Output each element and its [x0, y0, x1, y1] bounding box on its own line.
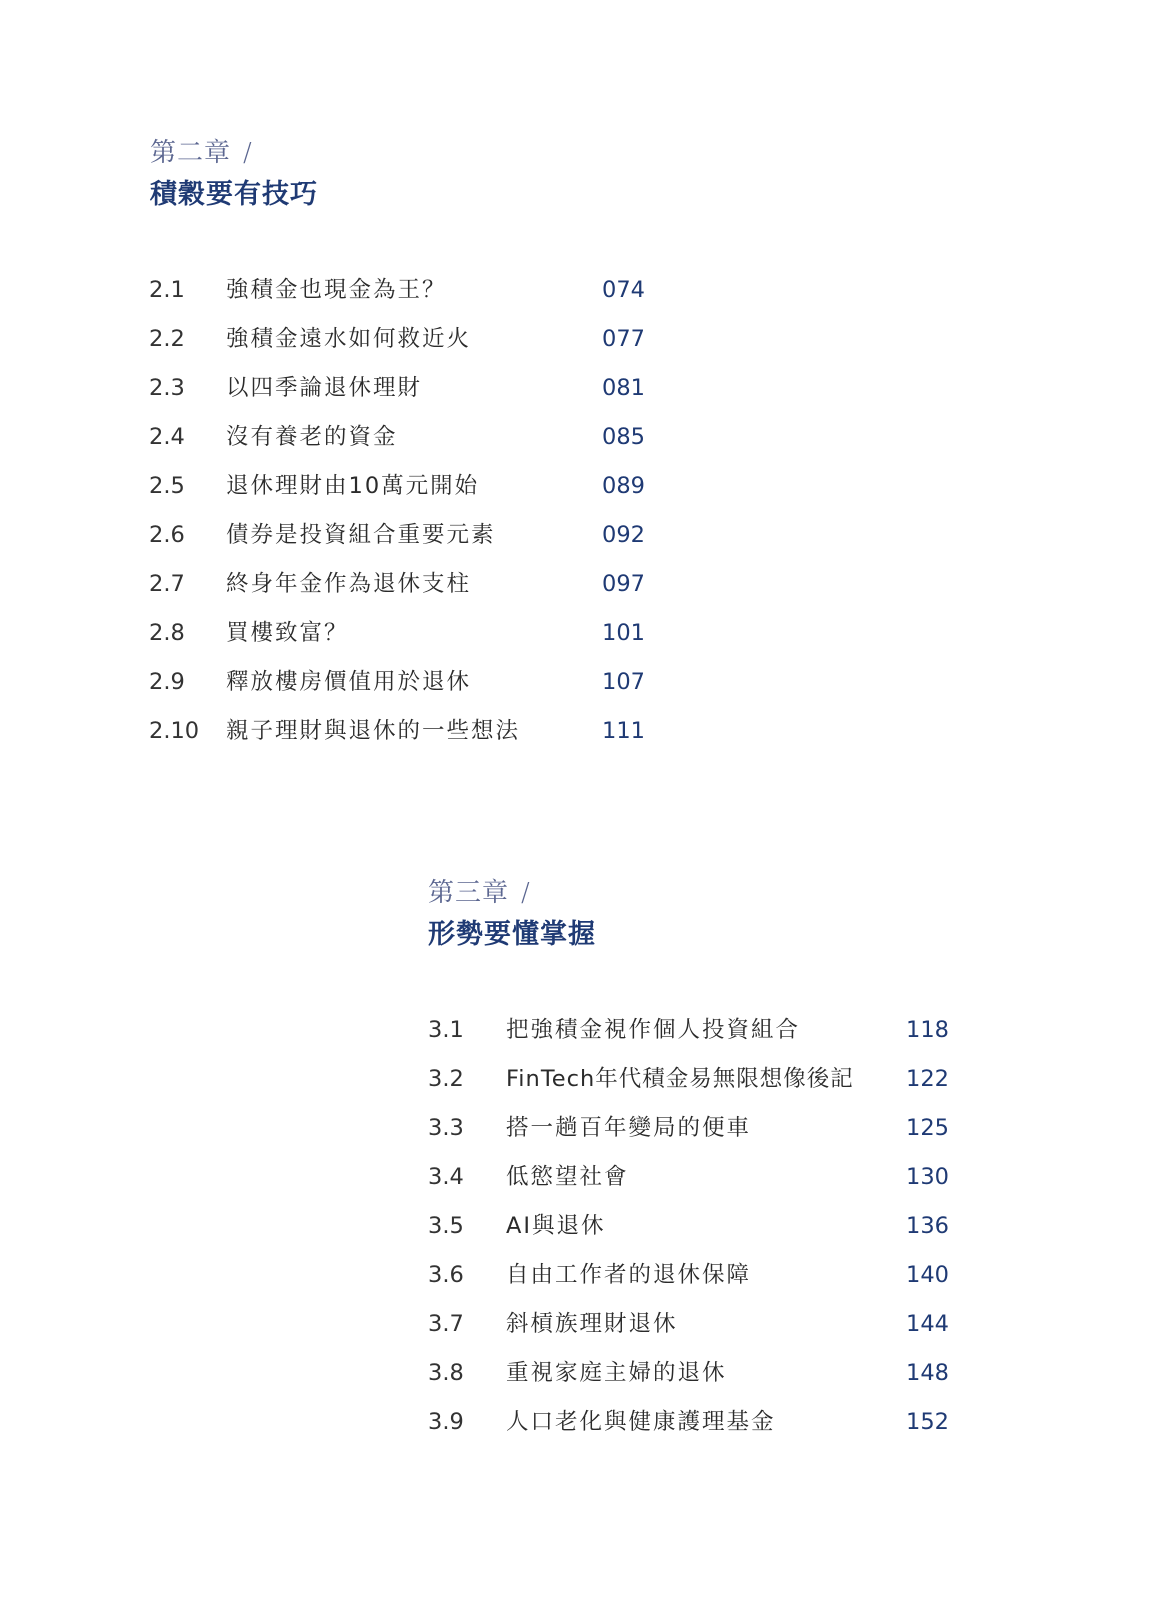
toc-entry-title[interactable]: 搭一趟百年變局的便車	[506, 1115, 752, 1141]
toc-entry[interactable]	[149, 618, 649, 667]
toc-entry-number: 2.10	[149, 718, 200, 744]
toc-entry-page[interactable]: 092	[602, 522, 645, 548]
chapter-2-slash: /	[243, 138, 253, 168]
toc-entry-title[interactable]: 以四季論退休理財	[226, 375, 423, 401]
chapter-2-label	[150, 137, 318, 169]
toc-entry-page[interactable]: 130	[906, 1164, 949, 1190]
toc-entry-title[interactable]: AI與退休	[506, 1213, 606, 1239]
toc-entry-page[interactable]: 111	[602, 718, 645, 744]
chapter-3-heading	[428, 877, 596, 952]
toc-entry-page[interactable]: 081	[602, 375, 645, 401]
toc-entry-page[interactable]: 089	[602, 473, 645, 499]
chapter-3-number: 第三章	[428, 878, 510, 908]
toc-entry-title[interactable]: FinTech年代積金易無限想像後記	[506, 1066, 854, 1092]
toc-entry[interactable]	[428, 1407, 948, 1456]
toc-entry-title[interactable]: 低慾望社會	[506, 1164, 629, 1190]
toc-entry-page[interactable]: 148	[906, 1360, 949, 1386]
toc-entry-title[interactable]: 買樓致富？	[226, 620, 349, 646]
toc-entry-title[interactable]: 沒有養老的資金	[226, 424, 398, 450]
toc-entry-title[interactable]: 重視家庭主婦的退休	[506, 1360, 727, 1386]
toc-entry-page[interactable]: 107	[602, 669, 645, 695]
toc-entry-title[interactable]: 債券是投資組合重要元素	[226, 522, 496, 548]
toc-entry-title[interactable]: 斜槓族理財退休	[506, 1311, 678, 1337]
toc-entry-page[interactable]: 097	[602, 571, 645, 597]
toc-entry[interactable]	[149, 520, 649, 569]
toc-entry-title[interactable]: 退休理財由10萬元開始	[226, 473, 480, 499]
toc-entry[interactable]	[428, 1064, 948, 1113]
toc-entry[interactable]	[428, 1260, 948, 1309]
chapter-2-toc	[149, 275, 649, 765]
toc-entry-number: 3.9	[428, 1409, 464, 1435]
toc-entry-number: 2.1	[149, 277, 185, 303]
toc-entry-page[interactable]: 125	[906, 1115, 949, 1141]
toc-entry-number: 2.6	[149, 522, 185, 548]
toc-entry-number: 2.4	[149, 424, 185, 450]
toc-entry-number: 3.7	[428, 1311, 464, 1337]
toc-entry[interactable]	[149, 373, 649, 422]
toc-entry-title[interactable]: 自由工作者的退休保障	[506, 1262, 752, 1288]
chapter-3-slash: /	[521, 878, 531, 908]
toc-entry-number: 3.8	[428, 1360, 464, 1386]
toc-entry[interactable]	[149, 324, 649, 373]
toc-entry-number: 3.4	[428, 1164, 464, 1190]
toc-entry-title[interactable]: 親子理財與退休的一些想法	[226, 718, 521, 744]
toc-entry-page[interactable]: 152	[906, 1409, 949, 1435]
toc-entry-page[interactable]: 118	[906, 1017, 949, 1043]
toc-entry[interactable]	[149, 667, 649, 716]
chapter-3-toc	[428, 1015, 948, 1456]
toc-entry[interactable]	[149, 471, 649, 520]
toc-entry-page[interactable]: 140	[906, 1262, 949, 1288]
toc-entry[interactable]	[149, 569, 649, 618]
toc-entry-number: 3.3	[428, 1115, 464, 1141]
toc-entry-title[interactable]: 強積金遠水如何救近火	[226, 326, 472, 352]
chapter-2-title: 積穀要有技巧	[150, 179, 318, 210]
toc-entry-page[interactable]: 122	[906, 1066, 949, 1092]
toc-entry-title[interactable]: 人口老化與健康護理基金	[506, 1409, 776, 1435]
toc-entry-page[interactable]: 074	[602, 277, 645, 303]
toc-entry[interactable]	[428, 1211, 948, 1260]
toc-entry-page[interactable]: 101	[602, 620, 645, 646]
toc-entry-number: 2.8	[149, 620, 185, 646]
toc-entry-number: 3.1	[428, 1017, 464, 1043]
toc-entry[interactable]	[428, 1015, 948, 1064]
chapter-3-label	[428, 877, 596, 909]
toc-entry-number: 3.6	[428, 1262, 464, 1288]
toc-entry[interactable]	[149, 275, 649, 324]
toc-entry-title[interactable]: 釋放樓房價值用於退休	[226, 669, 472, 695]
chapter-2-number: 第二章	[150, 138, 232, 168]
chapter-2-heading	[150, 137, 318, 212]
toc-entry-number: 3.2	[428, 1066, 464, 1092]
toc-entry-number: 2.9	[149, 669, 185, 695]
toc-entry-title[interactable]: 把強積金視作個人投資組合	[506, 1017, 801, 1043]
toc-entry[interactable]	[428, 1358, 948, 1407]
toc-entry-title[interactable]: 終身年金作為退休支柱	[226, 571, 472, 597]
toc-entry-page[interactable]: 085	[602, 424, 645, 450]
toc-entry-number: 2.5	[149, 473, 185, 499]
toc-entry[interactable]	[428, 1113, 948, 1162]
toc-entry-number: 2.7	[149, 571, 185, 597]
toc-entry-number: 2.2	[149, 326, 185, 352]
toc-entry-title[interactable]: 強積金也現金為王？	[226, 277, 447, 303]
toc-entry[interactable]	[149, 716, 649, 765]
toc-entry-number: 2.3	[149, 375, 185, 401]
toc-entry-page[interactable]: 077	[602, 326, 645, 352]
chapter-3-title: 形勢要懂掌握	[428, 919, 596, 950]
toc-entry[interactable]	[428, 1309, 948, 1358]
toc-entry[interactable]	[149, 422, 649, 471]
toc-entry-page[interactable]: 136	[906, 1213, 949, 1239]
toc-entry-page[interactable]: 144	[906, 1311, 949, 1337]
toc-entry[interactable]	[428, 1162, 948, 1211]
toc-entry-number: 3.5	[428, 1213, 464, 1239]
